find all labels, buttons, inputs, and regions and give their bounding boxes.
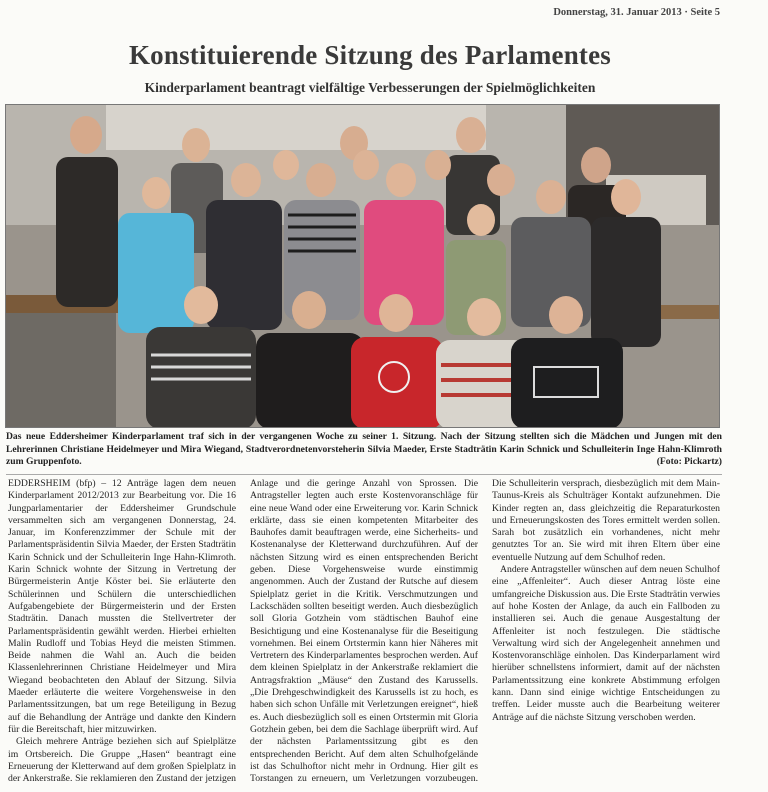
article-subheadline: Kinderparlament beantragt vielfältige Verbesserungen der Spielmöglichkeiten xyxy=(144,80,596,95)
photo-credit: (Foto: Pickartz) xyxy=(656,456,722,468)
group-photo xyxy=(5,104,720,428)
article-paragraph: Gleich mehrere Anträge beziehen sich auf Spielplätze im Ortsbereich. Die Gruppe „Hasen“ beantragt eine Erneuerung der Kletterwand auf dem großen Spielplatz in der Ankerstraße. Sie reklamieren den Zustand der jetzigen Anlage und die geringe Anzahl von Sprossen. Die Antragsteller legten auch erste Kostenvoranschläge für eine neue Wand oder eine Erweiterung vor. Karin Schnick erklärte, dass sie einen kompetenten Mitarbeiter des Bauhofes damit beauftragen werde, eine Sicherheits- und Kostenanalyse der Kletterwand durchzuführen. Auf der nächsten Sitzung wird es einen entsprechenden Bericht geben. Diese Vorgehensweise wurde einstimmig angenommen. Auch der Zustand der Rutsche auf diesem Spielplatz geriet in die Kritik. Verschmutzungen und Lackschäden sollten beseitigt werden. Auch diesbezüglich soll Gloria Gotzhein vom städtischen Bauhof eine Besichtigung und eine Kostenanalyse für die Beseitigung vornehmen. Bei einem Ortstermin kann hier Näheres mit Vertretern des Kinderparlamentes besprochen werden. Auf dem kleinen Spielplatz in der Ankerstraße reklamiert die Antragsfraktion „Mäuse“ den Zustand des Karussells. „Die Drehgeschwindigkeit des Karussells ist zu hoch, es haben sich schon Unfälle mit Verletzungen ereignet“, hieß es. Auch diesbezüglich soll es einen Ortstermin mit Gloria Gotzhein geben, bei dem die Sachlage überprüft wird. Auf der nächsten Parlamentssitzung gibt es den entsprechenden Bericht. Auf dem alten Schulhofgelände ist das Schulhoftor nicht mehr in Ordnung. Hier gilt es Torstangen zu erneuern, um Verletzungen vorzubeugen. Die Schulleiterin versprach, diesbezüglich mit dem Main-Taunus-Kreis als Schulträger Kontakt aufzunehmen. Die Kinder regten an, dass gleichzeitig die Reparaturkosten und Erneuerungskosten des Tores ermittelt werden sollen. Sarah bot zusätzlich ein vorhandenes, nicht mehr genutztes Tor an. Sie wird mit ihren Eltern über eine eventuelle Nutzung auf dem Schulhof reden. xyxy=(8,478,720,785)
caption-divider xyxy=(6,474,722,475)
group-photo-illustration xyxy=(6,105,720,428)
article-body xyxy=(8,478,720,786)
photo-caption-text: Das neue Eddersheimer Kinderparlament traf sich in der vergangenen Woche zu seiner 1. Sitzung. Nach der Sitzung stellten sich die Mädchen und Jungen mit den Lehrerinnen Christiane Heidelmeyer und Mira Wiegand, Stadtverordnetenvorsteherin Silvia Maeder, Erste Stadträtin Karin Schnick und Schulleiterin Inge Hahn-Klimroth zum Gruppenfoto. xyxy=(6,431,722,468)
article-headline: Konstituierende Sitzung des Parlamentes xyxy=(128,40,612,70)
article-paragraph: EDDERSHEIM (bfp) – 12 Anträge lagen dem neuen Kinderparlament 2012/2013 zur Bearbeitung vor. Die 16 Jungparlamentarier der Eddersheimer Grundschule versammelten sich am vergangenen Donnerstag, 24. Januar, im Konferenzzimmer der Schule mit der Parlamentspräsidentin Silvia Maeder, der Ersten Stadträtin Karin Schnick und der Schulleiterin Inge Hahn-Klimroth. Karin Schnick wohnte der Sitzung in Vertretung der Bürgermeisterin Antje Köster bei. Sie erläuterte den Schülerinnen und Schülern die unterschiedlichen Aufgabengebiete der Bürgermeisterin und der Ersten Stadträtin. Danach mussten die Stellvertreter der Parlamentspräsidentin gewählt werden. Hierbei erhielten Malin Rudloff und Tobias Heyd die meisten Stimmen. Beide nahmen die Wahl an. Auch die beiden Klassenlehrerinnen Christiane Heidelmeyer und Mira Wiegand beobachteten den Ablauf der Sitzung. Silvia Maeder erläuterte die weitere Vorgehensweise in den Parlamentssitzungen, bat um rege Beteiligung in Bezug auf die Behandlung der Anträge und dankte den Kindern für die Bereitschaft, hier mitzuwirken. xyxy=(8,478,236,735)
photo-caption xyxy=(6,431,722,469)
bleed-through-text xyxy=(738,40,768,100)
article-paragraph: Andere Antragsteller wünschen auf dem neuen Schulhof eine „Affenleiter“. Auch dieser Antrag löste eine umfangreiche Diskussion aus. Die Erste Stadträtin verwies auf hohe Kosten der Anlage, da auch ein Fallboden zu installieren sei. Auch die genaue Ausgestaltung der Affenleiter ist noch festzulegen. Die städtische Verwaltung wird sich der Angelegenheit annehmen und Kostenvoranschläge einholen. Das Kinderparlament wird hierüber schnellstens informiert, damit auf der nächsten Parlamentssitzung eine konkrete Abstimmung erfolgen kann. Dann sind einige wichtige Entscheidungen zu treffen. Leider musste auch die Bearbeitung weiterer Anträge auf die nächste Sitzung verschoben werden. xyxy=(492,564,720,723)
page-date-header: Donnerstag, 31. Januar 2013 · Seite 5 xyxy=(553,7,720,18)
